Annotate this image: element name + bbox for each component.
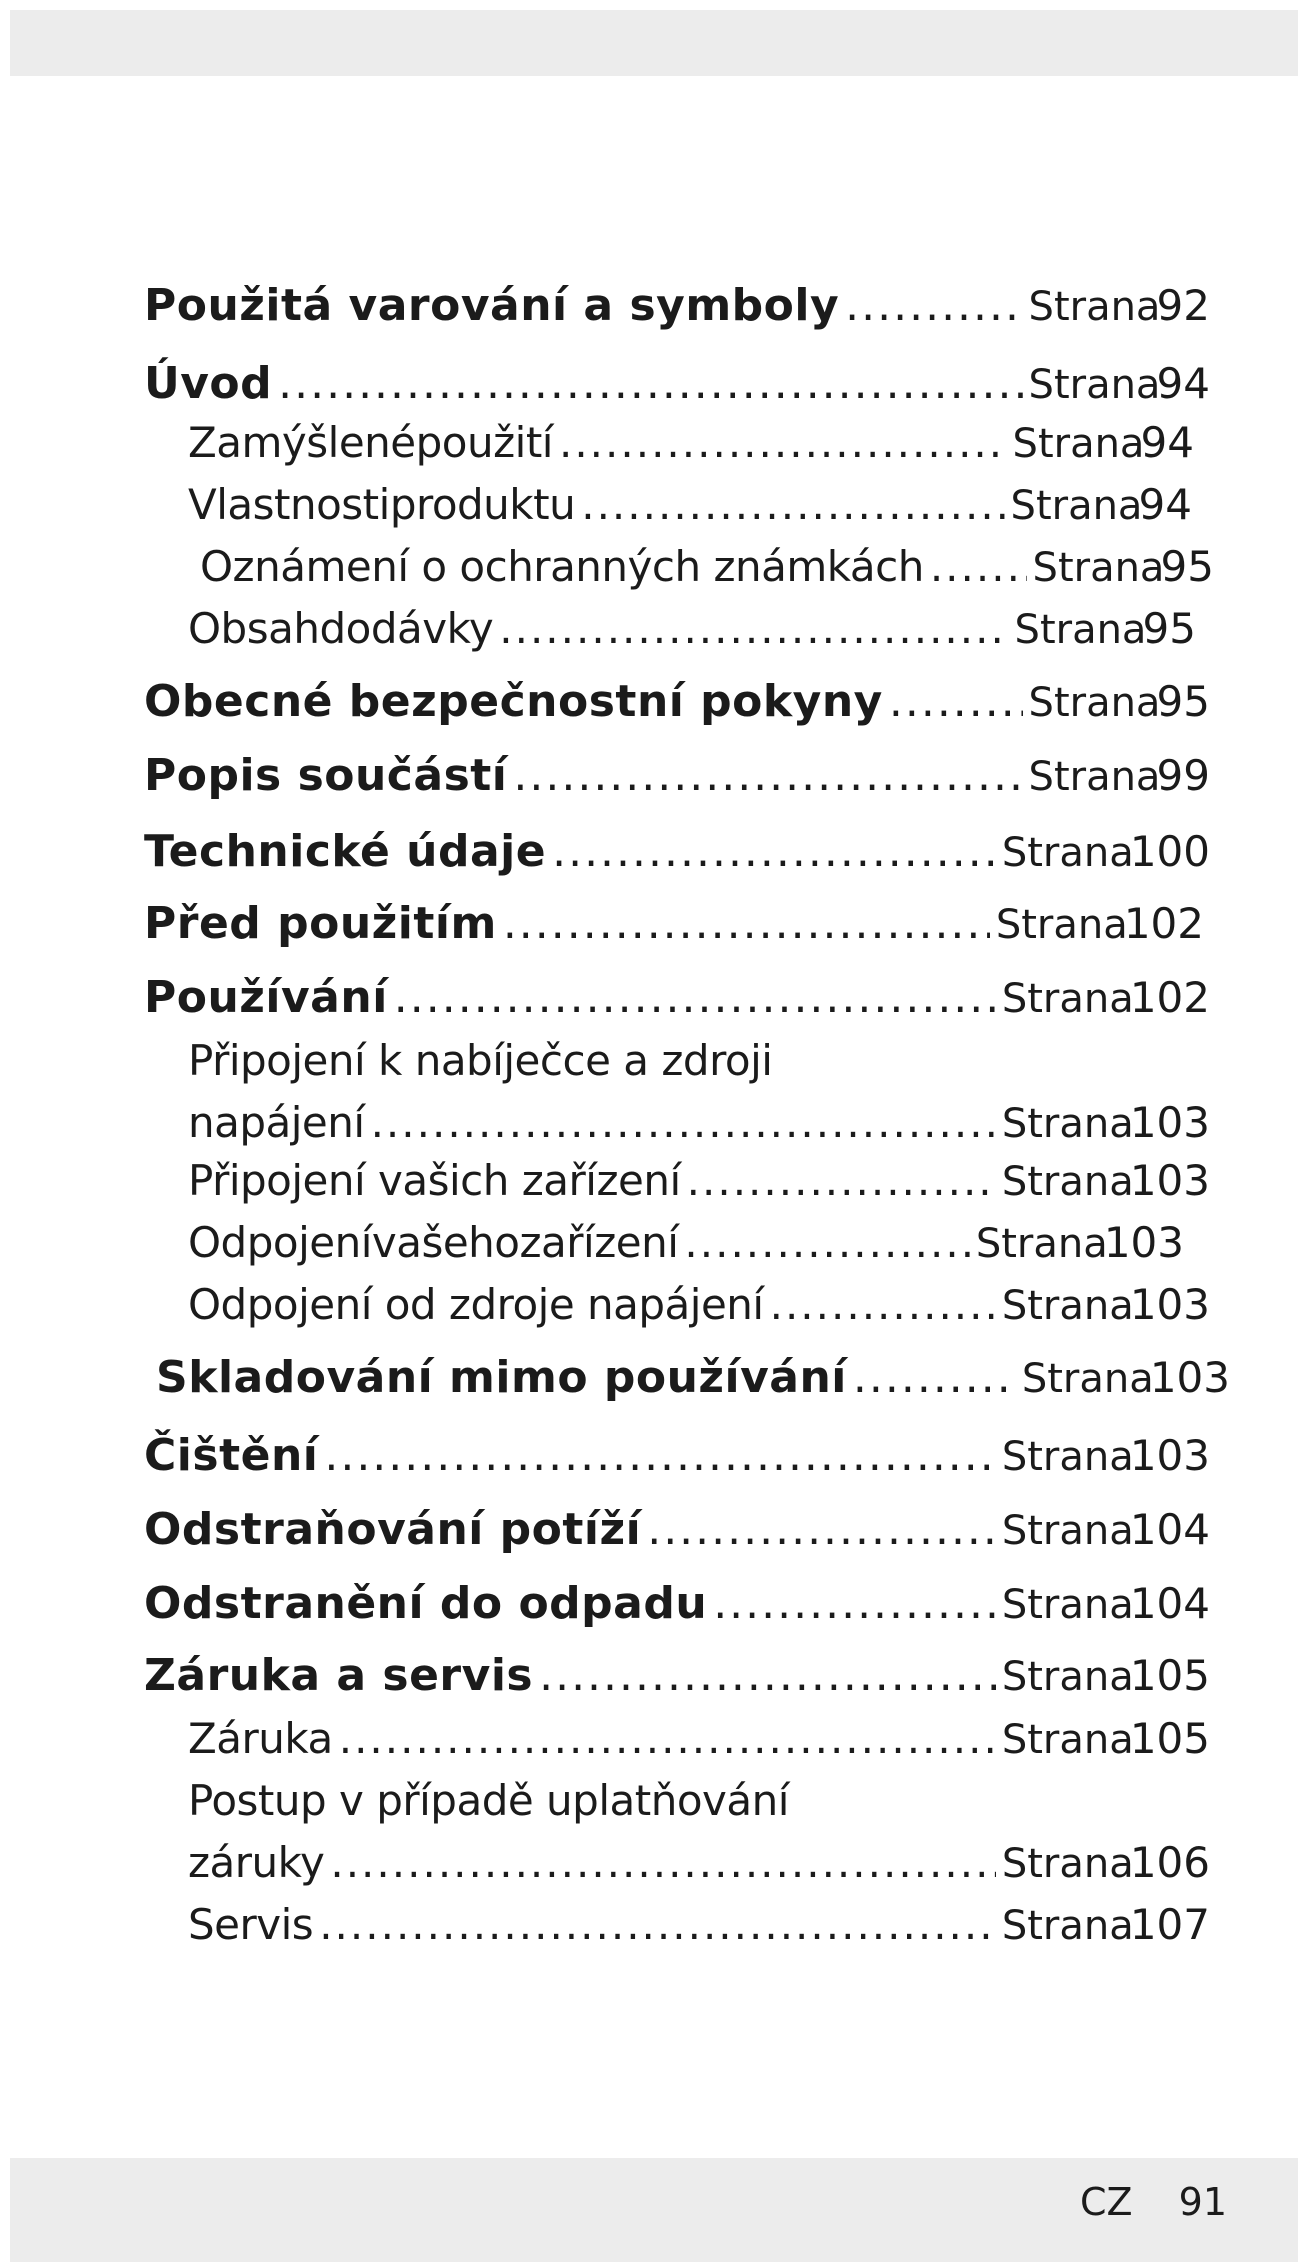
toc-leader-dots [687, 1156, 996, 1205]
toc-page-number: 102 [1129, 973, 1210, 1022]
toc-subentry[interactable] [188, 1838, 1210, 1887]
toc-entry[interactable] [144, 280, 1210, 331]
toc-entry[interactable] [144, 358, 1210, 409]
toc-entry-title: Čištění [144, 1430, 319, 1481]
toc-entry-title: napájení [188, 1098, 365, 1147]
toc-page-number: 99 [1156, 751, 1210, 800]
toc-page-number: 103 [1149, 1353, 1230, 1402]
toc-entry-title: Odpojení od zdroje napájení [188, 1280, 764, 1329]
toc-page-number: 103 [1129, 1280, 1210, 1329]
toc-entry-title: Před použitím [144, 898, 497, 949]
toc-leader-dots [513, 750, 1022, 801]
toc-entry[interactable] [144, 826, 1210, 877]
toc-entry[interactable] [144, 676, 1210, 727]
toc-strana-label: Strana [1001, 1654, 1134, 1700]
toc-leader-dots [581, 480, 1004, 529]
page-number: 91 [1178, 2180, 1228, 2224]
toc-page-number: 95 [1160, 542, 1214, 591]
toc-page-number: 104 [1129, 1505, 1210, 1554]
toc-strana-label: Strana [1001, 1283, 1134, 1329]
toc-strana-label: Strana [1021, 1356, 1154, 1402]
toc-leader-dots [330, 1838, 995, 1887]
toc-strana-label: Strana [1001, 1508, 1134, 1554]
toc-strana-label: Strana [1001, 976, 1134, 1022]
toc-entry-title: Obecné bezpečnostní pokyny [144, 676, 883, 727]
toc-strana-label: Strana [1001, 1434, 1134, 1480]
toc-strana-label: Strana [1028, 754, 1161, 800]
toc-entry-title: Používání [144, 972, 388, 1023]
toc-page-number: 94 [1156, 359, 1210, 408]
toc-subentry[interactable] [188, 418, 1194, 467]
toc-page-number: 92 [1156, 281, 1210, 330]
toc-subentry[interactable] [188, 1218, 1184, 1267]
toc-page-number: 103 [1129, 1156, 1210, 1205]
page-footer [1080, 2180, 1227, 2224]
toc-subentry[interactable] [188, 480, 1192, 529]
toc-page-number: 107 [1129, 1900, 1210, 1949]
toc-page-number: 103 [1129, 1098, 1210, 1147]
toc-leader-dots [394, 972, 996, 1023]
toc-page-number: 102 [1123, 899, 1204, 948]
toc-leader-dots [845, 280, 1022, 331]
toc-strana-label: Strana [1010, 483, 1143, 529]
toc-strana-label: Strana [1028, 362, 1161, 408]
toc-entry-title: Zamýšlenépoužití [188, 418, 553, 467]
toc-leader-dots [371, 1098, 996, 1147]
toc-leader-dots [770, 1280, 996, 1329]
toc-subentry[interactable] [188, 1156, 1210, 1205]
toc-leader-dots [684, 1218, 969, 1267]
toc-page-number: 105 [1129, 1651, 1210, 1700]
toc-strana-label: Strana [1001, 1159, 1134, 1205]
toc-entry[interactable] [144, 1578, 1210, 1629]
toc-entry-title: Použitá varování a symboly [144, 280, 840, 331]
toc-page-number: 106 [1129, 1838, 1210, 1887]
toc-strana-label: Strana [1001, 1101, 1134, 1147]
toc-entry-title: Připojení vašich zařízení [188, 1156, 681, 1205]
toc-entry-title: Odstranění do odpadu [144, 1578, 708, 1629]
toc-strana-label: Strana [1001, 1841, 1134, 1887]
toc-entry-title: Popis součástí [144, 750, 508, 801]
toc-entry[interactable] [144, 1650, 1210, 1701]
toc-strana-label: Strana [975, 1221, 1108, 1267]
toc-entry-title: Servis [188, 1900, 314, 1949]
toc-strana-label: Strana [1028, 680, 1161, 726]
toc-leader-dots [324, 1430, 995, 1481]
toc-leader-dots [499, 604, 1008, 653]
toc-page-number: 94 [1140, 418, 1194, 467]
toc-page-number: 100 [1129, 827, 1210, 876]
language-code: CZ [1080, 2180, 1133, 2224]
toc-strana-label: Strana [1001, 830, 1134, 876]
toc-leader-dots [552, 826, 996, 877]
toc-entry-title: Obsahdodávky [188, 604, 494, 653]
toc-leader-dots [319, 1900, 996, 1949]
toc-leader-dots [853, 1352, 1016, 1403]
toc-leader-dots [930, 542, 1027, 591]
toc-subentry[interactable] [188, 1900, 1210, 1949]
toc-subentry[interactable] [200, 542, 1214, 591]
toc-strana-label: Strana [1001, 1717, 1134, 1763]
toc-page-number: 95 [1156, 677, 1210, 726]
toc-entry[interactable] [144, 750, 1210, 801]
toc-page-number: 103 [1129, 1431, 1210, 1480]
toc-strana-label: Strana [1014, 607, 1147, 653]
toc-entry-title: Záruka a servis [144, 1650, 534, 1701]
toc-entry[interactable] [156, 1352, 1230, 1403]
toc-page-number: 94 [1138, 480, 1192, 529]
toc-leader-dots [559, 418, 1007, 467]
toc-entry[interactable] [144, 1504, 1210, 1555]
toc-entry-title: Skladování mimo používání [156, 1352, 847, 1403]
toc-entry[interactable] [144, 1430, 1210, 1481]
toc-entry-title: Odpojenívašehozařízení [188, 1218, 679, 1267]
toc-entry-title: Vlastnostiproduktu [188, 480, 576, 529]
toc-page-number: 104 [1129, 1579, 1210, 1628]
toc-leader-dots [339, 1714, 996, 1763]
toc-entry-title: Oznámení o ochranných známkách [200, 542, 924, 591]
toc-strana-label: Strana [1032, 545, 1165, 591]
toc-leader-dots [889, 676, 1023, 727]
toc-subentry-title-line1: Připojení k nabíječce a zdroji [188, 1036, 773, 1085]
toc-entry-title: Záruka [188, 1714, 333, 1763]
toc-leader-dots [539, 1650, 996, 1701]
toc-entry[interactable] [144, 972, 1210, 1023]
toc-leader-dots [647, 1504, 996, 1555]
toc-subentry[interactable] [188, 1714, 1210, 1763]
toc-subentry[interactable] [188, 1280, 1210, 1329]
toc-strana-label: Strana [995, 902, 1128, 948]
toc-strana-label: Strana [1001, 1903, 1134, 1949]
toc-entry[interactable] [144, 898, 1204, 949]
toc-strana-label: Strana [1001, 1582, 1134, 1628]
toc-page-number: 103 [1103, 1218, 1184, 1267]
toc-page-number: 95 [1142, 604, 1196, 653]
toc-leader-dots [278, 358, 1022, 409]
toc-subentry[interactable] [188, 604, 1196, 653]
toc-strana-label: Strana [1028, 284, 1161, 330]
toc-entry-title: Odstraňování potíží [144, 1504, 642, 1555]
toc-entry-title: Technické údaje [144, 826, 547, 877]
toc-entry-title: Úvod [144, 358, 273, 409]
toc-leader-dots [503, 898, 990, 949]
toc-subentry[interactable] [188, 1098, 1210, 1147]
toc-strana-label: Strana [1012, 421, 1145, 467]
toc-page-number: 105 [1129, 1714, 1210, 1763]
toc-entry-title: záruky [188, 1838, 325, 1887]
toc-subentry-title-line1: Postup v případě uplatňování [188, 1776, 789, 1825]
toc-leader-dots [713, 1578, 996, 1629]
